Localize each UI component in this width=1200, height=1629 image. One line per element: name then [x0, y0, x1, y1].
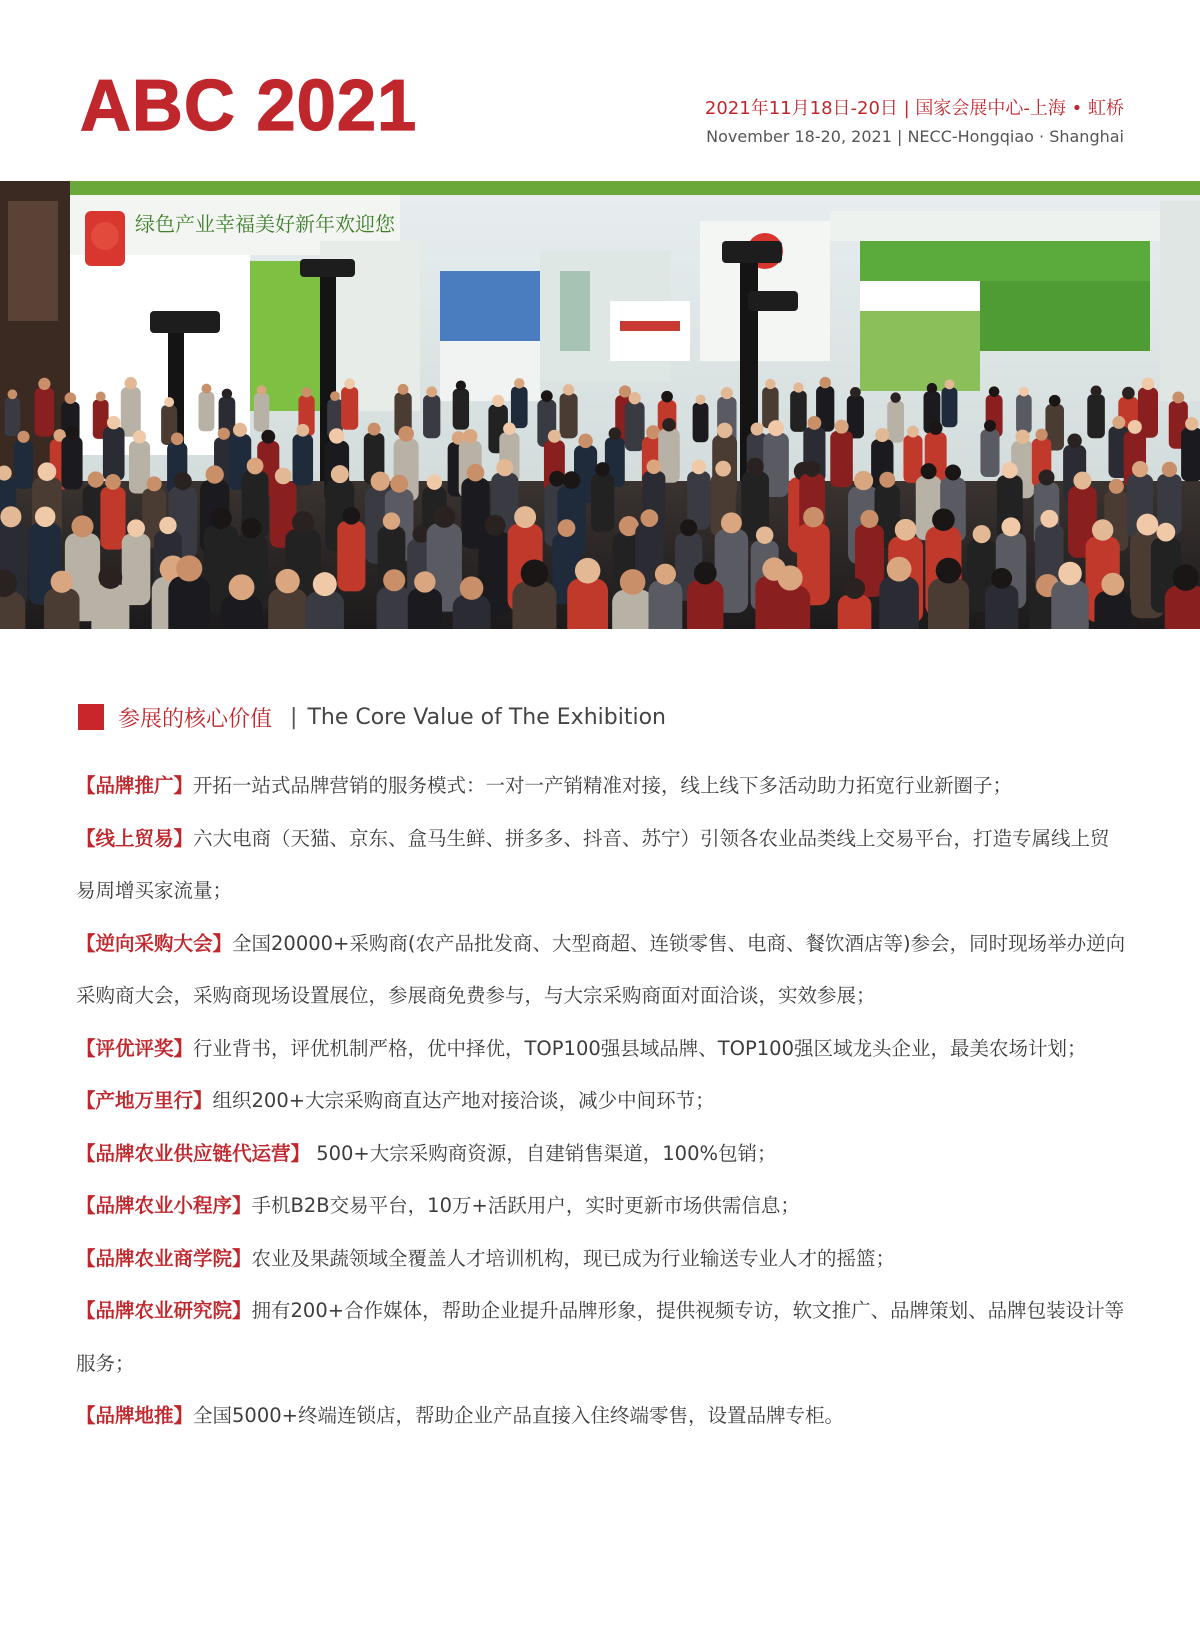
crowd-person-head: [989, 386, 1000, 397]
crowd-person-head: [807, 416, 821, 430]
item-tag: 【品牌农业供应链代运营】: [76, 1141, 311, 1165]
crowd-person-head: [427, 475, 442, 490]
crowd-person-head: [694, 562, 717, 585]
crowd-person-head: [492, 395, 504, 407]
crowd-person-head: [609, 427, 621, 439]
crowd-person-body: [903, 435, 922, 483]
crowd-person-body: [511, 386, 528, 428]
crowd-person-head: [398, 426, 414, 442]
crowd-person-head: [257, 385, 267, 395]
crowd-person-head: [426, 386, 437, 397]
crowd-person-body: [199, 392, 215, 432]
crowd-person-head: [1132, 461, 1148, 477]
crowd-person-head: [233, 423, 247, 437]
crowd-person-head: [514, 506, 536, 528]
crowd-person-head: [890, 392, 900, 402]
crowd-person-head: [514, 378, 524, 388]
crowd-person-body: [512, 581, 556, 629]
crowd-person-head: [541, 390, 553, 402]
crowd-person-head: [929, 421, 943, 435]
crowd-person-head: [1173, 565, 1199, 591]
crowd-person-head: [696, 395, 706, 405]
crowd-person-head: [98, 565, 122, 589]
item-text: 拥有200+合作媒体，帮助企业提升品牌形象，提供视频专访，软文推广、品牌策划、品牌包装设计等服务；: [76, 1299, 1125, 1375]
item-tag: 【线上贸易】: [76, 826, 194, 850]
crowd-person-head: [125, 377, 137, 389]
crowd-person-body: [649, 580, 683, 629]
crowd-person-head: [932, 508, 955, 531]
crowd-person-head: [463, 429, 477, 443]
item-text: 全国20000+采购商(农产品批发商、大型商超、连锁零售、电商、餐饮酒店等)参会，同时现场举办逆向采购商大会，采购商现场设置展位，参展商免费参与，与大宗采购商面对面洽谈，实效参展；: [76, 931, 1126, 1007]
crowd-person-body: [770, 586, 810, 629]
crowd-person-head: [229, 574, 255, 600]
crowd-person-body: [91, 584, 129, 629]
crowd-person-head: [756, 526, 773, 543]
crowd-person-body: [879, 577, 919, 629]
heading-marker-icon: [78, 704, 104, 730]
crowd-person-head: [414, 571, 435, 592]
crowd-person-head: [803, 507, 823, 527]
crowd-person-head: [1002, 462, 1018, 478]
crowd-person-head: [1156, 523, 1175, 542]
crowd-person-head: [485, 515, 506, 536]
date-location-cn: 2021年11月18日-20日 | 国家会展中心-上海 • 虹桥: [704, 98, 1124, 119]
crowd-person-head: [201, 384, 211, 394]
crowd-person-body: [980, 429, 999, 477]
crowd-person-body: [1087, 394, 1105, 438]
crowd-person-head: [247, 458, 264, 475]
item-text: 行业背书，评优机制严格，优中择优，TOP100强县域品牌、TOP100强区域龙头企业，最美农场计划；: [193, 1036, 1087, 1060]
crowd-person-body: [61, 437, 82, 490]
crowd-person-head: [945, 464, 961, 480]
crowd-person-head: [936, 558, 962, 584]
section-heading: [78, 700, 666, 734]
crowd-person-body: [612, 590, 653, 629]
crowd-person-body: [830, 431, 853, 487]
exhibition-hall-photo: [0, 181, 1200, 629]
crowd-person-head: [222, 389, 232, 399]
crowd-person-head: [1122, 387, 1135, 400]
crowd-person-head: [398, 384, 409, 395]
crowd-person-head: [330, 391, 340, 401]
crowd-person-body: [100, 487, 125, 550]
crowd-person-body: [928, 578, 969, 629]
crowd-person-head: [721, 512, 742, 533]
crowd-person-body: [293, 434, 314, 485]
section-title-separator: |: [290, 704, 298, 730]
crowd-person-head: [875, 428, 889, 442]
crowd-person-head: [549, 471, 565, 487]
crowd-person-head: [1172, 391, 1184, 403]
crowd-person-head: [344, 378, 355, 389]
crowd-person-head: [804, 461, 820, 477]
item-tag: 【品牌农业小程序】: [76, 1194, 252, 1217]
item-tag: 【评优评奖】: [76, 1036, 194, 1060]
crowd-person-head: [655, 564, 676, 585]
crowd-person-head: [944, 379, 954, 389]
crowd-person-body: [254, 393, 269, 431]
crowd-person-head: [746, 458, 763, 475]
crowd-person-head: [107, 416, 121, 430]
crowd-person-head: [343, 507, 361, 525]
crowd-person-body: [838, 595, 872, 629]
crowd-person-head: [715, 461, 731, 477]
crowd-person-head: [460, 576, 484, 600]
crowd-person-head: [558, 519, 576, 537]
crowd-person-body: [423, 395, 440, 438]
crowd-person-head: [548, 430, 561, 443]
item-tag: 【逆向采购大会】: [76, 931, 233, 955]
crowd-person-head: [467, 464, 485, 482]
item-text: 农业及果蔬领域全覆盖人才培训机构，现已成为行业输送专业人才的摇篮；: [251, 1246, 896, 1270]
crowd-person-head: [383, 569, 405, 591]
crowd-person-head: [275, 468, 292, 485]
crowd-person-head: [1162, 462, 1177, 477]
crowd-person-head: [1015, 430, 1029, 444]
crowd-person-head: [844, 578, 865, 599]
crowd-scene-illustration: [0, 181, 1200, 629]
crowd-person-head: [1040, 510, 1058, 528]
crowd-person-head: [575, 558, 601, 584]
crowd-person-head: [680, 519, 697, 536]
crowd-person-head: [973, 525, 991, 543]
crowd-person-body: [790, 391, 807, 432]
crowd-person-body: [121, 387, 141, 437]
crowd-person-body: [1165, 586, 1200, 629]
exhibition-logo: ABC 2021: [80, 66, 418, 146]
crowd-person-head: [717, 423, 733, 439]
crowd-person-head: [1142, 377, 1155, 390]
crowd-person-head: [390, 475, 408, 493]
date-location-en: November 18-20, 2021 | NECC-Hongqiao · Shanghai: [706, 127, 1124, 146]
crowd-person-head: [433, 506, 455, 528]
crowd-person-body: [567, 578, 608, 629]
crowd-person-head: [383, 512, 400, 529]
crowd-person-head: [887, 557, 912, 582]
crowd-person-head: [147, 476, 162, 491]
crowd-person-head: [563, 471, 581, 489]
crowd-person-head: [751, 423, 764, 436]
crowd-person-head: [368, 423, 381, 436]
crowd-person-head: [895, 519, 917, 541]
crowd-person-head: [820, 377, 831, 388]
crowd-person-head: [578, 434, 592, 448]
item-tag: 【品牌地推】: [76, 1404, 194, 1427]
crowd-person-head: [65, 392, 77, 404]
crowd-person-head: [1036, 429, 1048, 441]
core-value-list: [76, 760, 1126, 1443]
crowd-person-head: [65, 426, 78, 439]
booth-banner-text: 绿色产业幸福美好新年欢迎您: [135, 212, 395, 236]
crowd-person-head: [218, 428, 230, 440]
crowd-person-head: [206, 465, 224, 483]
list-item: [76, 1180, 1126, 1233]
crowd-person-head: [1091, 386, 1102, 397]
crowd-person-head: [1019, 387, 1029, 397]
list-item: [76, 813, 1126, 918]
crowd-person-head: [88, 471, 104, 487]
crowd-person-head: [1058, 562, 1081, 585]
crowd-person-head: [620, 569, 646, 595]
crowd-person-head: [563, 384, 574, 395]
section-title-en: The Core Value of The Exhibition: [307, 704, 666, 730]
crowd-person-head: [1185, 417, 1198, 430]
crowd-person-head: [35, 506, 56, 527]
crowd-person-head: [51, 571, 73, 593]
list-item: [76, 1285, 1126, 1390]
item-text: 开拓一站式品牌营销的服务模式：一对一产销精准对接，线上线下多活动助力拓宽行业新圈子；: [193, 774, 1013, 797]
crowd-person-body: [453, 595, 491, 629]
crowd-person-head: [850, 387, 861, 398]
crowd-person-head: [721, 387, 733, 399]
item-tag: 【产地万里行】: [76, 1089, 213, 1112]
crowd-person-body: [268, 588, 307, 629]
crowd-person-head: [296, 424, 309, 437]
crowd-person-head: [793, 382, 803, 392]
crowd-person-head: [8, 389, 18, 399]
crowd-person-head: [0, 506, 21, 527]
crowd-person-body: [985, 585, 1018, 629]
event-info: [705, 97, 1124, 149]
crowd-person-head: [661, 391, 673, 403]
crowd-person-body: [687, 580, 723, 629]
crowd-person-head: [927, 383, 938, 394]
crowd-person-head: [496, 459, 513, 476]
crowd-person-head: [127, 519, 145, 537]
crowd-person-head: [275, 569, 299, 593]
crowd-person-head: [1073, 472, 1091, 490]
crowd-person-body: [1051, 581, 1089, 629]
crowd-person-head: [371, 472, 390, 491]
crowd-person-body: [341, 387, 358, 430]
crowd-person-body: [591, 474, 614, 532]
crowd-person-body: [5, 397, 21, 436]
crowd-person-body: [14, 440, 33, 488]
crowd-person-head: [765, 379, 775, 389]
crowd-person-head: [1039, 469, 1055, 485]
crowd-person-head: [159, 517, 176, 534]
crowd-person-body: [625, 402, 645, 451]
crowd-person-body: [1016, 394, 1032, 433]
crowd-person-head: [261, 430, 275, 444]
crowd-person-body: [408, 588, 442, 629]
list-item: [76, 1128, 1126, 1181]
crowd-person-body: [35, 388, 55, 437]
crowd-person-body: [941, 387, 957, 427]
crowd-person-body: [453, 389, 469, 430]
crowd-person-body: [0, 592, 25, 629]
crowd-person-head: [768, 420, 784, 436]
crowd-person-head: [329, 428, 344, 443]
crowd-person-head: [105, 474, 121, 490]
crowd-person-head: [176, 555, 202, 581]
item-text: 全国5000+终端连锁店，帮助企业产品直接入住终端零售，设置品牌专柜。: [193, 1404, 844, 1427]
crowd-person-body: [44, 588, 80, 629]
crowd-person-head: [595, 462, 610, 477]
crowd-person-head: [662, 418, 675, 431]
crowd-person-head: [38, 378, 50, 390]
crowd-person-head: [860, 510, 878, 528]
crowd-person-head: [991, 568, 1012, 589]
crowd-person-body: [168, 576, 210, 629]
crowd-person-head: [301, 387, 311, 397]
crowd-person-head: [854, 471, 873, 490]
crowd-person-head: [1137, 514, 1159, 536]
crowd-person-body: [103, 427, 125, 481]
list-item: [76, 1390, 1126, 1443]
crowd-person-head: [629, 392, 641, 404]
crowd-person-head: [292, 511, 314, 533]
crowd-person-head: [879, 472, 895, 488]
list-item: [76, 760, 1126, 813]
crowd-person-head: [1049, 395, 1061, 407]
item-tag: 【品牌推广】: [76, 774, 194, 797]
item-tag: 【品牌农业研究院】: [76, 1299, 252, 1322]
crowd-person-head: [171, 432, 184, 445]
crowd-person-head: [1001, 517, 1020, 536]
crowd-person-head: [1067, 433, 1081, 447]
item-text: 六大电商（天猫、京东、盒马生鲜、拼多多、抖音、苏宁）引领各农业品类线上交易平台，打造专属线上贸易周增买家流量；: [76, 826, 1110, 902]
crowd-person-head: [521, 559, 549, 587]
crowd-person-head: [38, 462, 57, 481]
crowd-person-head: [1092, 519, 1113, 540]
crowd-person-head: [71, 515, 93, 537]
page-header: [0, 0, 1200, 180]
crowd-person-body: [560, 393, 578, 438]
list-item: [76, 1023, 1126, 1076]
crowd-person-head: [641, 509, 659, 527]
crowd-person-body: [337, 521, 365, 591]
crowd-person-head: [691, 460, 706, 475]
crowd-person-head: [164, 397, 174, 407]
crowd-person-head: [96, 392, 106, 402]
crowd-person-body: [377, 587, 412, 629]
crowd-person-head: [646, 425, 660, 439]
crowd-person-body: [887, 401, 904, 443]
crowd-person-body: [1181, 428, 1200, 482]
crowd-person-head: [921, 463, 937, 479]
crowd-person-head: [1128, 420, 1142, 434]
item-text: 组织200+大宗采购商直达产地对接洽谈，减少中间环节；: [212, 1089, 715, 1112]
crowd-person-head: [984, 420, 996, 432]
crowd-person-head: [1109, 479, 1124, 494]
crowd-person-head: [331, 465, 349, 483]
crowd-person-head: [133, 430, 146, 443]
crowd-person-head: [313, 572, 337, 596]
crowd-person-head: [17, 431, 29, 443]
crowd-person-head: [241, 518, 261, 538]
crowd-person-head: [835, 420, 849, 434]
crowd-person-head: [456, 380, 466, 390]
crowd-person-head: [174, 472, 192, 490]
crowd-person-head: [907, 426, 919, 438]
crowd-person-head: [1112, 416, 1125, 429]
item-text: 500+大宗采购商资源，自建销售渠道，100%包销；: [310, 1141, 777, 1165]
crowd-person-body: [306, 591, 344, 629]
item-text: 手机B2B交易平台，10万+活跃用户，实时更新市场供需信息；: [251, 1194, 800, 1217]
list-item: [76, 918, 1126, 1023]
list-item: [76, 1233, 1126, 1286]
item-tag: 【品牌农业商学院】: [76, 1246, 252, 1270]
crowd-person-head: [778, 565, 803, 590]
crowd-person-head: [647, 460, 662, 475]
list-item: [76, 1075, 1126, 1128]
crowd-person-head: [503, 422, 516, 435]
section-title-cn: 参展的核心价值: [118, 706, 273, 732]
crowd-person-head: [1101, 573, 1124, 596]
crowd-person-head: [210, 507, 232, 529]
crowd-person-body: [693, 403, 709, 443]
crowd-person-body: [1095, 591, 1132, 629]
